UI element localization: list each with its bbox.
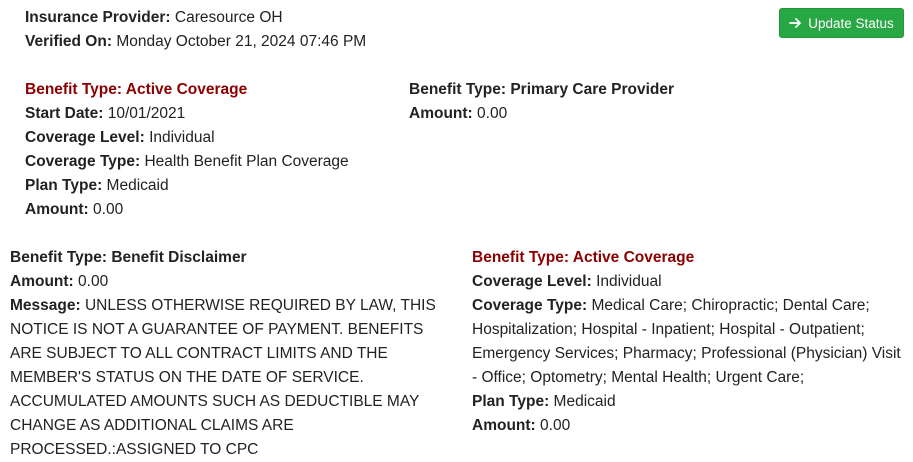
coverage-level-value: Individual — [596, 273, 662, 290]
amount-label: Amount: — [25, 201, 89, 218]
start-date-label: Start Date: — [25, 105, 104, 122]
verified-on-value: Monday October 21, 2024 07:46 PM — [116, 33, 367, 50]
plan-type-value: Medicaid — [553, 393, 616, 410]
coverage-type-value: Medical Care; Chiropractic; Dental Care; Hospitalization; Hospital - Inpatient; Hospital - Outpatient; Emergency Services; Pharmacy; Professional (Physician) Visit - Office; Optometry; Mental Health; Urgent Care; — [472, 297, 901, 386]
plan-type-row — [25, 174, 169, 198]
amount-label: Amount: — [409, 105, 473, 122]
insurance-provider-row — [25, 6, 283, 30]
coverage-level-label: Coverage Level: — [472, 273, 592, 290]
coverage-level-row — [472, 270, 662, 294]
start-date-row — [25, 102, 185, 126]
coverage-level-row — [25, 126, 215, 150]
benefit-type-value: Active Coverage — [125, 81, 248, 98]
coverage-type-label: Coverage Type: — [472, 297, 588, 314]
benefit-type-label: Benefit Type: — [25, 81, 123, 98]
insurance-provider-value: Caresource OH — [174, 9, 283, 26]
coverage-type-label: Coverage Type: — [25, 153, 141, 170]
amount-row — [472, 414, 570, 438]
amount-row — [25, 198, 123, 222]
coverage-type-row — [472, 294, 910, 390]
amount-row — [10, 270, 108, 294]
benefit-type-value: Primary Care Provider — [510, 81, 675, 98]
amount-row — [409, 102, 507, 126]
verified-on-label: Verified On: — [25, 33, 112, 50]
benefit-type-heading — [25, 78, 247, 102]
message-value: UNLESS OTHERWISE REQUIRED BY LAW, THIS NOTICE IS NOT A GUARANTEE OF PAYMENT. BENEFITS ARE SUBJECT TO ALL CONTRACT LIMITS AND THE MEMBER'S STATUS ON THE DATE OF SERVICE. ACCUMULATED AMOUNTS SUCH AS DEDUCTIBLE MAY CHANGE AS ADDITIONAL CLAIMS ARE PROCESSED.:ASSIGNED TO CPC — [10, 297, 436, 458]
plan-type-value: Medicaid — [106, 177, 169, 194]
amount-label: Amount: — [472, 417, 536, 434]
plan-type-label: Plan Type: — [25, 177, 103, 194]
update-status-label: Update Status — [808, 15, 894, 31]
benefit-type-label: Benefit Type: — [472, 249, 570, 266]
coverage-type-value: Health Benefit Plan Coverage — [144, 153, 349, 170]
arrow-right-icon — [789, 17, 802, 29]
benefit-type-label: Benefit Type: — [10, 249, 108, 266]
message-label: Message: — [10, 297, 81, 314]
insurance-provider-label: Insurance Provider: — [25, 9, 171, 26]
update-status-button[interactable] — [779, 8, 904, 38]
verified-on-row — [25, 30, 366, 54]
benefit-type-heading — [409, 78, 674, 102]
coverage-level-label: Coverage Level: — [25, 129, 145, 146]
amount-value: 0.00 — [78, 273, 109, 290]
amount-value: 0.00 — [540, 417, 571, 434]
benefit-type-heading — [472, 246, 694, 270]
plan-type-row — [472, 390, 616, 414]
plan-type-label: Plan Type: — [472, 393, 550, 410]
benefit-type-label: Benefit Type: — [409, 81, 507, 98]
benefit-type-value: Active Coverage — [572, 249, 695, 266]
start-date-value: 10/01/2021 — [107, 105, 186, 122]
benefit-type-value: Benefit Disclaimer — [111, 249, 247, 266]
benefit-type-heading — [10, 246, 247, 270]
message-row — [10, 294, 448, 462]
amount-value: 0.00 — [93, 201, 124, 218]
amount-value: 0.00 — [477, 105, 508, 122]
coverage-level-value: Individual — [149, 129, 215, 146]
coverage-type-row — [25, 150, 349, 174]
amount-label: Amount: — [10, 273, 74, 290]
